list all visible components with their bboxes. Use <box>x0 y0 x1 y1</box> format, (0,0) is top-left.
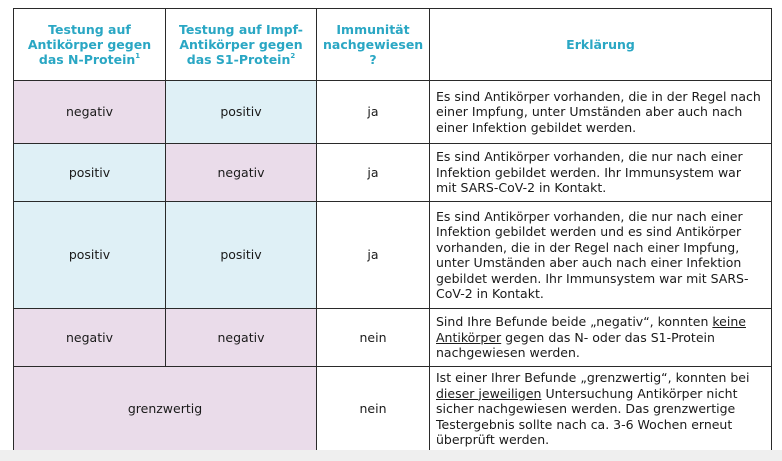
header-n-protein: Testung auf Antikörper gegen das N-Protein$^1$ <box>14 9 166 81</box>
cell-s1-protein: negativ <box>166 309 317 367</box>
table-header-row <box>14 9 772 81</box>
cell-explanation: Es sind Antikörper vorhanden, die nur nach einer Infektion gebildet werden. Ihr Immunsystem war mit SARS-CoV-2 in Kontakt. <box>430 144 772 202</box>
table-row <box>14 144 772 202</box>
header-s1-protein: Testung auf Impf-Antikörper gegen das S1-Protein$^2$ <box>166 9 317 81</box>
header-explanation: Erklärung <box>430 9 772 81</box>
cell-merged-borderline: grenzwertig <box>14 367 317 452</box>
antibody-table-container <box>13 8 771 448</box>
cell-n-protein: negativ <box>14 81 166 144</box>
cell-immunity: nein <box>317 367 430 452</box>
underlined-text: keine Antikörper <box>436 314 746 345</box>
table-row <box>14 81 772 144</box>
cell-immunity: ja <box>317 81 430 144</box>
cell-s1-protein: positiv <box>166 202 317 309</box>
table-row <box>14 202 772 309</box>
cell-s1-protein: negativ <box>166 144 317 202</box>
table-row <box>14 367 772 452</box>
cell-explanation: Es sind Antikörper vorhanden, die in der Regel nach einer Impfung, unter Umständen aber auch nach einer Infektion gebildet werden. <box>430 81 772 144</box>
cell-explanation: Sind Ihre Befunde beide „negativ“, konnten keine Antikörper gegen das N- oder das S1-Protein nachgewiesen werden. <box>430 309 772 367</box>
cell-n-protein: positiv <box>14 144 166 202</box>
cell-n-protein: negativ <box>14 309 166 367</box>
underlined-text: dieser jeweiligen <box>436 385 542 401</box>
cell-n-protein: positiv <box>14 202 166 309</box>
bottom-strip <box>0 450 782 461</box>
cell-immunity: nein <box>317 309 430 367</box>
cell-immunity: ja <box>317 144 430 202</box>
antibody-results-table <box>13 8 772 452</box>
table-row <box>14 309 772 367</box>
cell-explanation: Es sind Antikörper vorhanden, die nur nach einer Infektion gebildet werden und es sind Antikörper vorhanden, die in der Regel nach einer Impfung, unter Umständen aber auch nach einer Infektion gebildet werden. Ihr Immunsystem war mit SARS-CoV-2 in Kontakt. <box>430 202 772 309</box>
cell-immunity: ja <box>317 202 430 309</box>
header-immunity: Immunität nachgewiesen ? <box>317 9 430 81</box>
cell-explanation: Ist einer Ihrer Befunde „grenzwertig“, konnten bei dieser jeweiligen Untersuchung Antikörper nicht sicher nachgewiesen werden. Das grenzwertige Testergebnis sollte nach ca. 3-6 Wochen erneut überprüft werden. <box>430 367 772 452</box>
cell-s1-protein: positiv <box>166 81 317 144</box>
